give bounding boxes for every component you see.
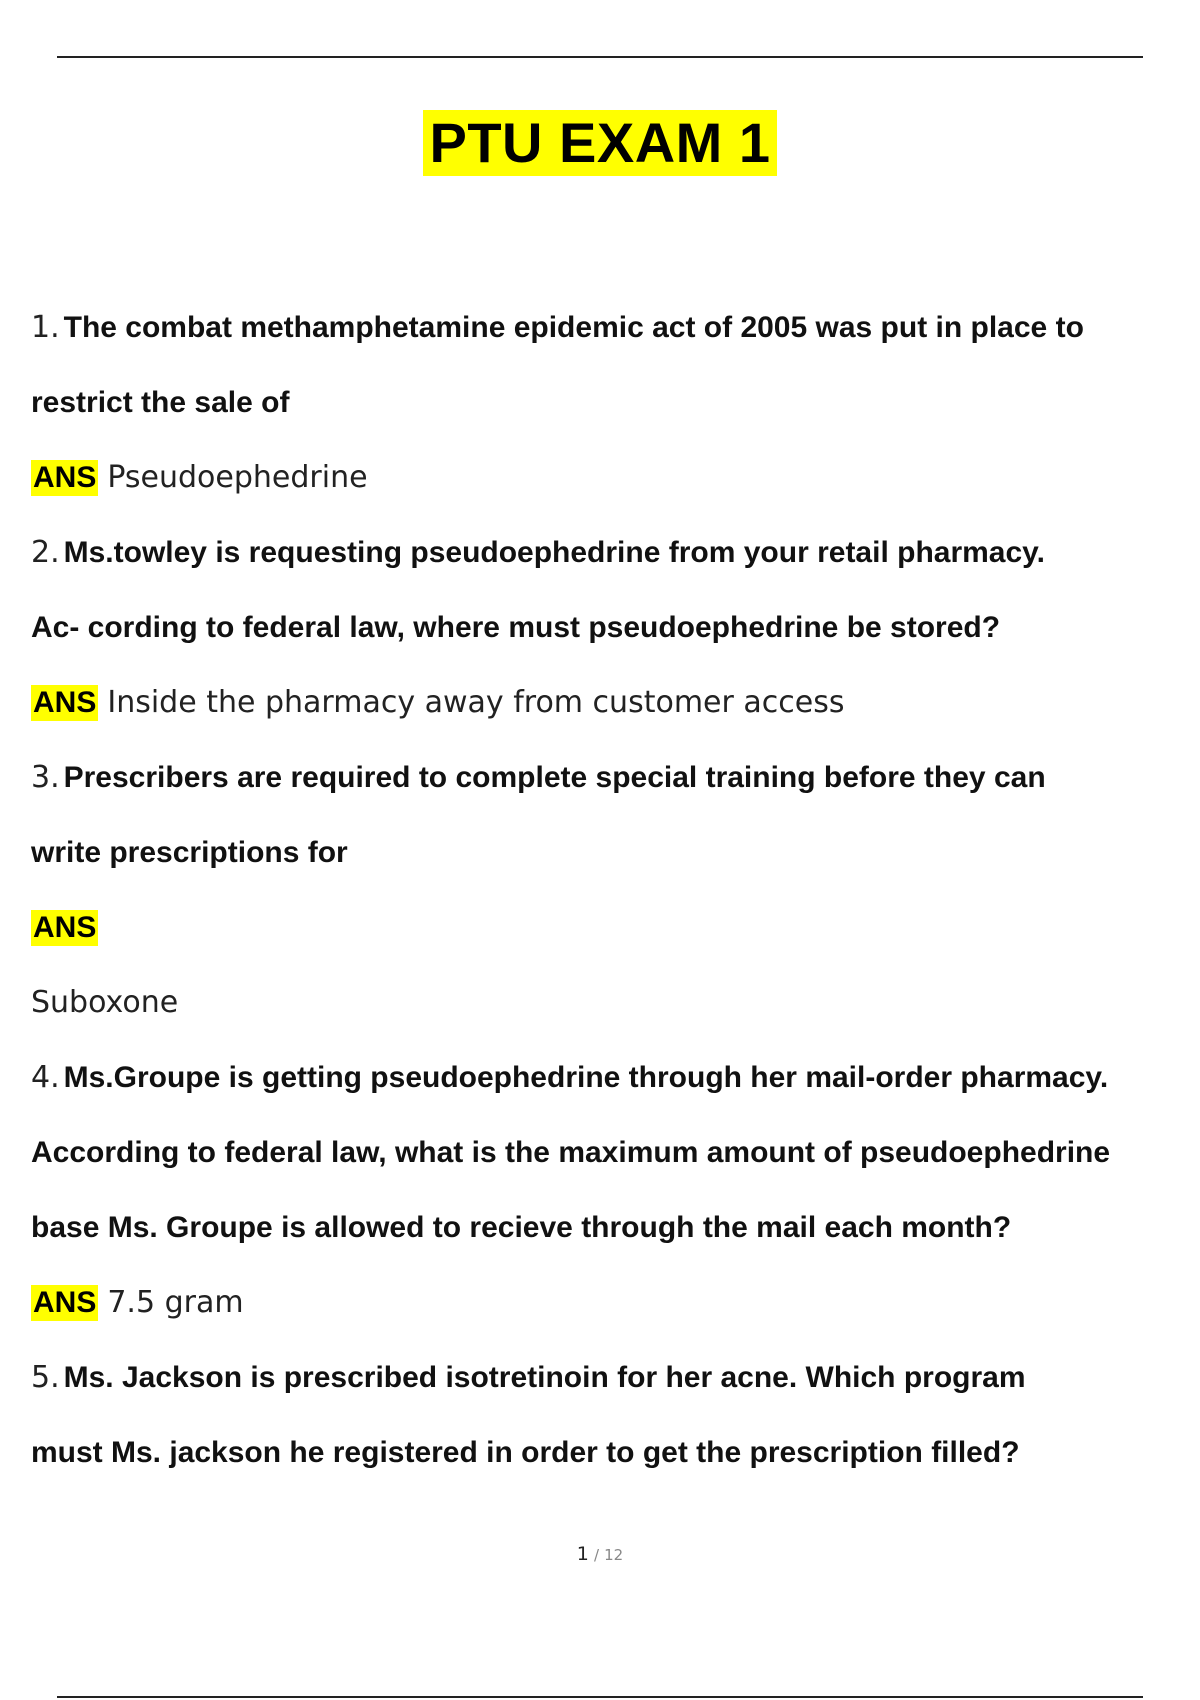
question-2-line-2 [31,590,1191,665]
question-text: write prescriptions for [31,835,348,869]
question-text: Prescribers are required to complete special training before they can [63,760,1046,794]
answer-4 [31,1265,1191,1340]
answer-text: Inside the pharmacy away from customer access [107,685,845,720]
question-1-line-1 [31,290,1191,365]
question-text: must Ms. jackson he registered in order to get the prescription filled? [31,1435,1020,1469]
question-3-line-1 [31,740,1191,815]
answer-3-label-line [31,890,1191,965]
question-number: 2. [31,535,60,570]
answer-label: ANS [33,910,97,944]
question-number: 4. [31,1060,60,1095]
question-list [31,290,1191,1490]
question-4-line-2 [31,1115,1191,1190]
question-text: Ms.Groupe is getting pseudoephedrine through her mail-order pharmacy. [63,1060,1109,1094]
question-number: 5. [31,1360,60,1395]
answer-3 [31,965,1191,1040]
answer-text: Pseudoephedrine [107,460,368,495]
title-container [0,110,1200,176]
question-1-line-2 [31,365,1191,440]
question-2-line-1 [31,515,1191,590]
document-title: PTU EXAM 1 [423,110,776,176]
answer-label: ANS [33,460,97,494]
answer-label: ANS [33,1285,97,1319]
question-number: 3. [31,760,60,795]
answer-label: ANS [33,685,97,719]
question-4-line-1 [31,1040,1191,1115]
page-number [0,1543,1200,1565]
question-4-line-3 [31,1190,1191,1265]
current-page: 1 [576,1543,589,1565]
question-3-line-2 [31,815,1191,890]
question-5-line-1 [31,1340,1191,1415]
question-text: Ms. Jackson is prescribed isotretinoin for her acne. Which program [63,1360,1026,1394]
question-5-line-2 [31,1415,1191,1490]
answer-text: Suboxone [31,985,179,1020]
answer-2 [31,665,1191,740]
answer-1 [31,440,1191,515]
total-pages: 12 [604,1546,624,1564]
question-number: 1. [31,310,60,345]
page-separator: / [593,1546,600,1564]
question-text: According to federal law, what is the maximum amount of pseudoephedrine [31,1135,1111,1169]
question-text: base Ms. Groupe is allowed to recieve through the mail each month? [31,1210,1012,1244]
top-rule [57,56,1143,58]
question-text: restrict the sale of [31,385,290,419]
question-text: Ms.towley is requesting pseudoephedrine from your retail pharmacy. [63,535,1045,569]
question-text: Ac- cording to federal law, where must pseudoephedrine be stored? [31,610,1001,644]
question-text: The combat methamphetamine epidemic act of 2005 was put in place to [63,310,1084,344]
bottom-rule [57,1696,1143,1698]
answer-text: 7.5 gram [107,1285,244,1320]
